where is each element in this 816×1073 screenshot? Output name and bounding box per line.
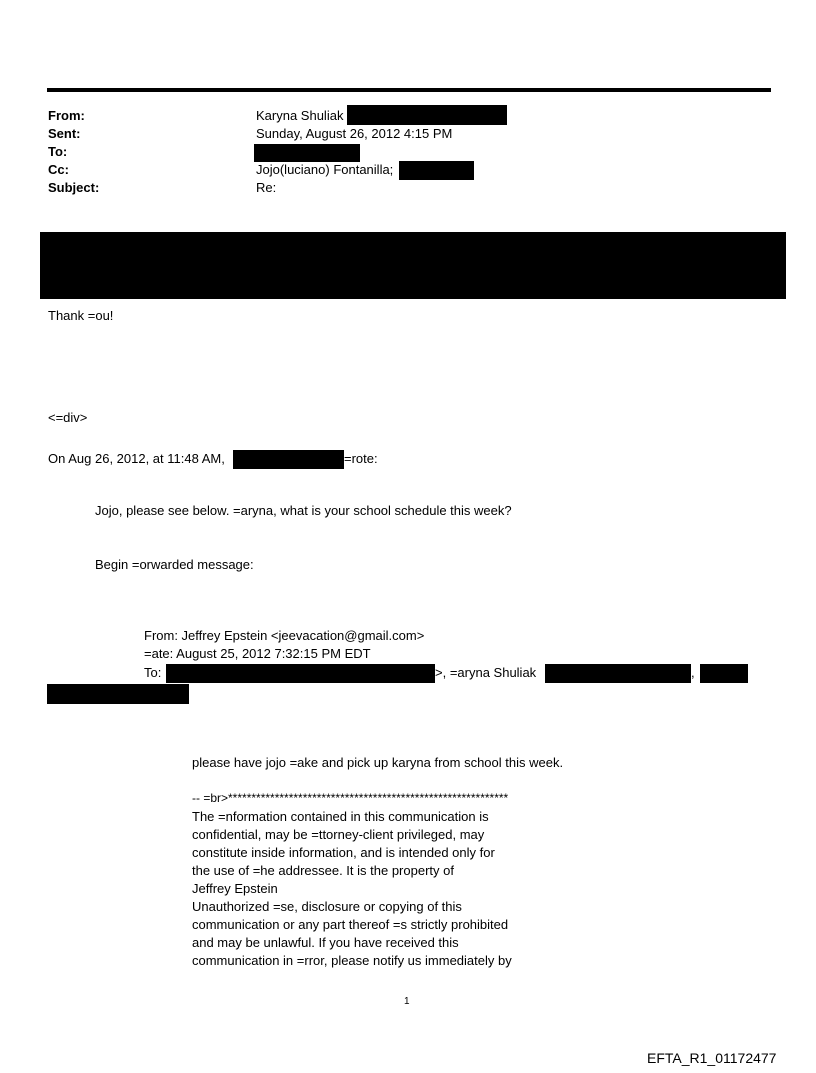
on-date-prefix: On Aug 26, 2012, at 11:48 AM, — [48, 451, 225, 466]
subject-value: Re: — [256, 180, 277, 195]
signature-rule: -- =br>************************************************************ — [192, 791, 509, 805]
thank-you-text: Thank =ou! — [48, 308, 114, 323]
header-rule — [47, 88, 771, 92]
sent-label: Sent: — [48, 126, 81, 141]
redaction-from-email — [347, 105, 507, 125]
disclaimer-line: communication in =rror, please notify us immediately by — [192, 953, 512, 968]
redaction-cc — [399, 161, 474, 180]
redaction-block-large — [40, 232, 786, 299]
fwd-to-prefix: To: — [144, 665, 162, 680]
cc-value: Jojo(luciano) Fontanilla; — [256, 162, 394, 177]
sent-value: Sunday, August 26, 2012 4:15 PM — [256, 126, 453, 141]
disclaimer-line: confidential, may be =ttorney-client privileged, may — [192, 827, 485, 842]
disclaimer-line: constitute inside information, and is intended only for — [192, 845, 495, 860]
div-tag-text: <=div> — [48, 410, 88, 425]
document-id: EFTA_R1_01172477 — [647, 1050, 777, 1066]
fwd-to-mid: >, =aryna Shuliak — [435, 665, 537, 680]
fwd-date-line: =ate: August 25, 2012 7:32:15 PM EDT — [144, 646, 371, 661]
fwd-to-comma: , — [691, 665, 695, 680]
redaction-fwd-to-4 — [47, 684, 189, 704]
quote-line: Jojo, please see below. =aryna, what is your school schedule this week? — [95, 503, 512, 518]
subject-label: Subject: — [48, 180, 100, 195]
disclaimer-line: communication or any part thereof =s strictly prohibited — [192, 917, 509, 932]
redaction-fwd-to-1 — [166, 664, 435, 683]
cc-label: Cc: — [48, 162, 69, 177]
redaction-fwd-to-3 — [700, 664, 748, 683]
redaction-sender — [233, 450, 344, 469]
page-number: 1 — [404, 996, 410, 1007]
from-value: Karyna Shuliak — [256, 108, 344, 123]
disclaimer-line: the use of =he addressee. It is the property of — [192, 863, 454, 878]
disclaimer-line: Unauthorized =se, disclosure or copying of this — [192, 899, 462, 914]
fwd-message: please have jojo =ake and pick up karyna from school this week. — [192, 755, 564, 770]
disclaimer-block — [192, 808, 612, 970]
disclaimer-line: The =nformation contained in this communication is — [192, 809, 489, 824]
disclaimer-line: and may be unlawful. If you have received this — [192, 935, 459, 950]
redaction-to — [254, 144, 360, 162]
begin-forward-text: Begin =orwarded message: — [95, 557, 254, 572]
to-label: To: — [48, 144, 68, 159]
on-date-suffix: =rote: — [344, 451, 378, 466]
redaction-fwd-to-2 — [545, 664, 691, 683]
from-label: From: — [48, 108, 85, 123]
fwd-from-line: From: Jeffrey Epstein <jeevacation@gmail.com> — [144, 628, 425, 643]
disclaimer-line: Jeffrey Epstein — [192, 881, 278, 896]
